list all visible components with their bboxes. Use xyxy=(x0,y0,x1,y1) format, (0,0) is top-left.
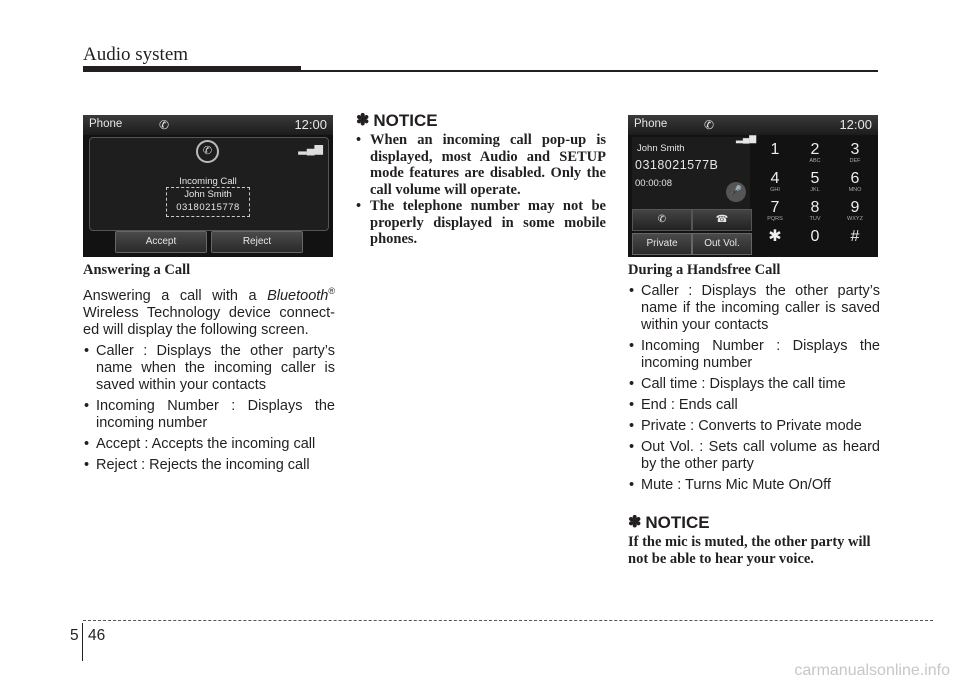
section-heading: Answering a Call xyxy=(83,262,191,278)
keypad-key-4[interactable] xyxy=(756,170,794,198)
key-digit: # xyxy=(850,228,860,245)
keypad-key-1[interactable] xyxy=(756,141,794,169)
header-rule xyxy=(83,70,878,72)
key-letters: TUV xyxy=(809,216,821,222)
brand-name: Bluetooth xyxy=(267,287,329,304)
key-letters: ABC xyxy=(809,158,821,164)
key-digit: 1 xyxy=(770,141,780,158)
answering-bullets xyxy=(83,343,335,474)
screen-title: Phone xyxy=(634,118,668,130)
list-item: • Accept : Accepts the incoming call xyxy=(83,436,335,453)
caller-number: 03180215778 xyxy=(176,202,240,213)
keypad-key-star[interactable] xyxy=(756,228,794,256)
list-item: • Call time : Displays the call time xyxy=(628,376,880,393)
page-header-title: Audio system xyxy=(83,44,189,65)
key-letters: GHI xyxy=(770,187,780,193)
list-item: • Incoming Number : Displays the incoming number xyxy=(628,338,880,372)
dial-keypad xyxy=(756,137,876,255)
notice-bullets xyxy=(356,132,606,248)
handsfree-bullets xyxy=(628,283,880,494)
call-time: 00:00:08 xyxy=(635,178,672,189)
list-item: • When an incoming call pop-up is displayed, most Audio and SETUP mode features are disabled. Only the call volume will operate. xyxy=(356,132,606,198)
list-item: • The telephone number may not be properly displayed in some mobile phones. xyxy=(356,198,606,248)
page-number: 46 xyxy=(88,627,106,644)
keypad-key-2[interactable] xyxy=(796,141,834,169)
key-digit: 0 xyxy=(810,228,820,245)
key-digit: 9 xyxy=(850,199,860,216)
handset-icon: ✆ xyxy=(704,118,715,132)
key-digit: 4 xyxy=(770,170,780,187)
notice-heading xyxy=(356,112,606,129)
private-button[interactable]: Private xyxy=(632,233,692,255)
keypad-key-hash[interactable] xyxy=(836,228,874,256)
signal-icon: ▂▄▆ xyxy=(736,133,757,143)
phone-ring-icon: ✆ xyxy=(196,140,219,163)
key-digit: 7 xyxy=(770,199,780,216)
key-digit: 6 xyxy=(850,170,860,187)
screen-title: Phone xyxy=(89,118,123,130)
list-item: • Private : Converts to Private mode xyxy=(628,418,880,435)
key-letters: WXYZ xyxy=(847,216,863,222)
list-item: • Incoming Number : Displays the incoming number xyxy=(83,398,335,432)
section-heading: During a Handsfree Call xyxy=(628,262,781,278)
intro-text-cont: Wireless Technology device connect-ed will display the following screen. xyxy=(83,304,335,338)
keypad-key-5[interactable] xyxy=(796,170,834,198)
mic-mute-icon[interactable]: 🎤 xyxy=(726,182,746,202)
incoming-call-screen xyxy=(83,115,333,257)
key-digit: 3 xyxy=(850,141,860,158)
notice-body: If the mic is muted, the other party will not be able to hear your voice. xyxy=(628,534,871,567)
watermark: carmanualsonline.info xyxy=(794,662,950,679)
end-call-button[interactable]: ☎ xyxy=(692,209,752,231)
caller-name: John Smith xyxy=(184,189,232,200)
intro-text: Answering a call with a xyxy=(83,287,268,304)
notice-star-icon: ✽ xyxy=(356,112,370,129)
keypad-key-7[interactable] xyxy=(756,199,794,227)
screen-clock: 12:00 xyxy=(294,117,327,132)
key-digit: ✱ xyxy=(768,228,782,245)
screen-topbar xyxy=(83,115,333,135)
list-item: • Caller : Displays the other party’s name when the incoming caller is saved within your contacts xyxy=(83,343,335,394)
handsfree-call-section xyxy=(628,262,880,568)
list-item: • Reject : Rejects the incoming call xyxy=(83,457,335,474)
keypad-key-3[interactable] xyxy=(836,141,874,169)
footer-rule xyxy=(83,620,933,621)
key-digit: 8 xyxy=(810,199,820,216)
caller-name: John Smith xyxy=(637,143,685,154)
list-item: • Out Vol. : Sets call volume as heard by the other party xyxy=(628,439,880,473)
key-digit: 5 xyxy=(810,170,820,187)
list-item: • End : Ends call xyxy=(628,397,880,414)
key-letters: JKL xyxy=(810,187,820,193)
caller-number: 0318021577B xyxy=(635,158,719,172)
keypad-key-9[interactable] xyxy=(836,199,874,227)
keypad-key-6[interactable] xyxy=(836,170,874,198)
keypad-key-0[interactable] xyxy=(796,228,834,256)
keypad-key-8[interactable] xyxy=(796,199,834,227)
key-digit: 2 xyxy=(810,141,820,158)
registered-mark: ® xyxy=(328,286,335,296)
notice-star-icon: ✽ xyxy=(628,514,642,531)
list-item: • Mute : Turns Mic Mute On/Off xyxy=(628,477,880,494)
notice-title: NOTICE xyxy=(645,513,710,532)
incoming-call-label: Incoming Call xyxy=(179,176,237,187)
footer-divider xyxy=(82,623,83,661)
screen-topbar xyxy=(628,115,878,135)
key-letters: DEF xyxy=(849,158,861,164)
signal-icon: ▂▄▆ xyxy=(298,143,323,155)
handset-icon: ✆ xyxy=(159,118,170,132)
section-number: 5 xyxy=(70,627,79,644)
key-letters: PQRS xyxy=(767,216,783,222)
notice-section xyxy=(356,112,606,248)
screen-clock: 12:00 xyxy=(839,117,872,132)
answering-call-section xyxy=(83,262,335,474)
out-vol-button[interactable]: Out Vol. xyxy=(692,233,752,255)
intro-paragraph xyxy=(83,283,335,339)
key-letters: MNO xyxy=(848,187,862,193)
handset-button[interactable]: ✆ xyxy=(632,209,692,231)
list-item: • Caller : Displays the other party’s name if the incoming caller is saved within your contacts xyxy=(628,283,880,334)
notice-title: NOTICE xyxy=(373,111,438,130)
handsfree-call-screen xyxy=(628,115,878,257)
reject-button[interactable]: Reject xyxy=(211,231,303,253)
accept-button[interactable]: Accept xyxy=(115,231,207,253)
notice-heading xyxy=(628,514,880,531)
